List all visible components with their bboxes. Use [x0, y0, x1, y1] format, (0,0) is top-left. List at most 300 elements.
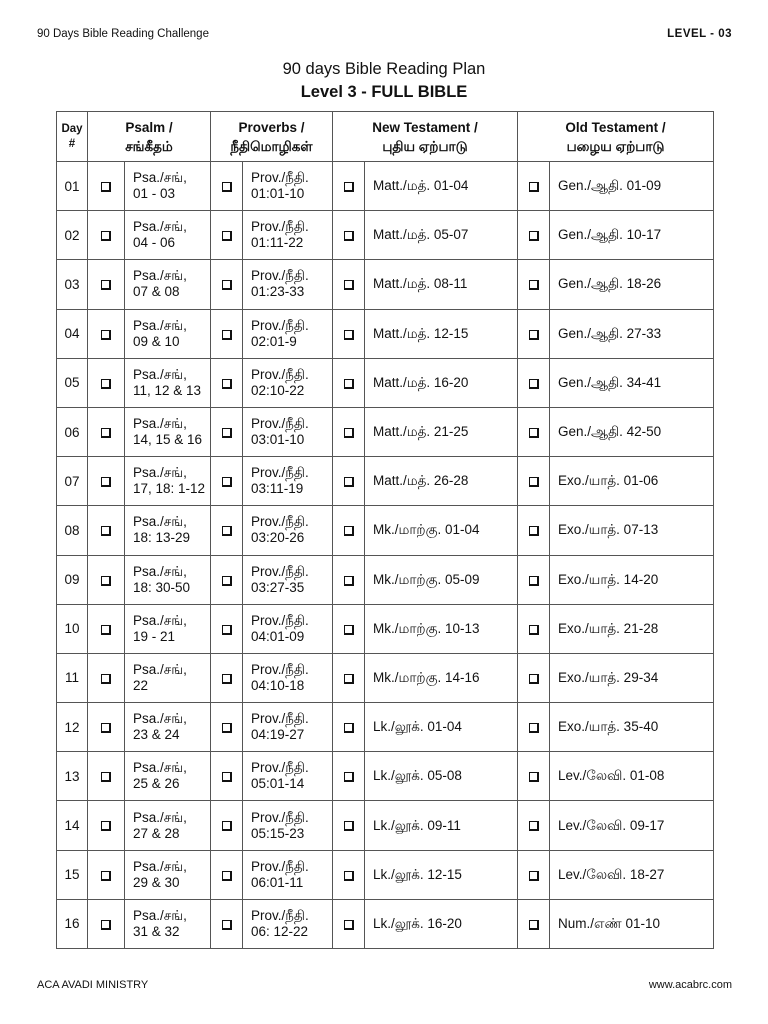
table-row — [57, 801, 714, 850]
proverbs-book-label: Prov./நீதி. — [251, 809, 309, 825]
proverbs-reading-cell — [243, 703, 333, 752]
proverbs-checkbox-cell — [211, 260, 243, 309]
psalm-book-label: Psa./சங், — [133, 317, 187, 333]
old-testament-checkbox-cell — [518, 260, 550, 309]
new-testament-checkbox-cell — [333, 309, 365, 358]
new-testament-reading-cell — [365, 801, 518, 850]
proverbs-reading-cell — [243, 801, 333, 850]
old-testament-reading: Exo./யாத். 07-13 — [558, 522, 659, 538]
proverbs-checkbox[interactable] — [222, 477, 232, 487]
new-testament-reading: Matt./மத். 21-25 — [373, 424, 469, 440]
psalm-reading-cell — [125, 309, 211, 358]
psalm-book-label: Psa./சங், — [133, 760, 187, 776]
day-number-cell — [57, 555, 88, 604]
psalm-checkbox-cell — [88, 358, 125, 407]
new-testament-checkbox-cell — [333, 850, 365, 899]
proverbs-verses: 06: 12-22 — [251, 923, 309, 939]
old-testament-checkbox-cell — [518, 457, 550, 506]
psalm-checkbox[interactable] — [101, 772, 111, 782]
table-row — [57, 457, 714, 506]
psalm-book-label: Psa./சங், — [133, 366, 187, 382]
old-testament-checkbox[interactable] — [529, 723, 539, 733]
proverbs-reading-cell — [243, 309, 333, 358]
new-testament-reading: Lk./லூக். 12-15 — [373, 866, 462, 882]
footer-ministry: ACA AVADI MINISTRY — [37, 979, 149, 991]
psalm-chapters: 17, 18: 1-12 — [133, 481, 206, 497]
psalm-checkbox-cell — [88, 506, 125, 555]
table-row — [57, 555, 714, 604]
psalm-chapters: 18: 13-29 — [133, 530, 191, 546]
table-row — [57, 506, 714, 555]
proverbs-verses: 02:10-22 — [251, 382, 305, 398]
proverbs-checkbox[interactable] — [222, 231, 232, 241]
proverbs-book-label: Prov./நீதி. — [251, 760, 309, 776]
table-row — [57, 850, 714, 899]
psalm-chapters: 22 — [133, 677, 149, 693]
psalm-checkbox-cell — [88, 309, 125, 358]
new-testament-reading: Matt./மத். 01-04 — [373, 178, 469, 194]
proverbs-checkbox-cell — [211, 703, 243, 752]
proverbs-checkbox[interactable] — [222, 182, 232, 192]
new-testament-reading-cell — [365, 211, 518, 260]
psalm-checkbox[interactable] — [101, 280, 111, 290]
new-testament-reading-cell — [365, 457, 518, 506]
new-testament-checkbox[interactable] — [344, 280, 354, 290]
table-row — [57, 604, 714, 653]
new-testament-reading-cell — [365, 653, 518, 702]
psalm-reading-cell — [125, 260, 211, 309]
day-number: 09 — [64, 572, 80, 588]
old-testament-checkbox[interactable] — [529, 477, 539, 487]
old-testament-checkbox-cell — [518, 653, 550, 702]
new-testament-reading: Mk./மாற்கு. 10-13 — [373, 620, 480, 636]
psalm-checkbox-cell — [88, 801, 125, 850]
proverbs-checkbox-cell — [211, 506, 243, 555]
day-number-cell — [57, 309, 88, 358]
psalm-checkbox-cell — [88, 604, 125, 653]
proverbs-checkbox-cell — [211, 653, 243, 702]
day-number-cell — [57, 211, 88, 260]
old-testament-reading: Exo./யாத். 35-40 — [558, 719, 659, 735]
psalm-book-label: Psa./சங், — [133, 809, 187, 825]
day-number-cell — [57, 801, 88, 850]
proverbs-reading-cell — [243, 555, 333, 604]
day-number-cell — [57, 260, 88, 309]
new-testament-reading: Matt./மத். 08-11 — [373, 276, 468, 292]
psalm-checkbox-cell — [88, 703, 125, 752]
proverbs-reading-cell — [243, 850, 333, 899]
psalm-checkbox-cell — [88, 752, 125, 801]
old-testament-checkbox[interactable] — [529, 772, 539, 782]
psalm-book-label: Psa./சங், — [133, 219, 187, 235]
psalm-reading-cell — [125, 358, 211, 407]
proverbs-checkbox-cell — [211, 555, 243, 604]
old-testament-checkbox-cell — [518, 752, 550, 801]
proverbs-verses: 03:11-19 — [251, 481, 304, 497]
proverbs-book-label: Prov./நீதி. — [251, 317, 309, 333]
psalm-reading-cell — [125, 162, 211, 211]
new-testament-checkbox[interactable] — [344, 182, 354, 192]
new-testament-checkbox[interactable] — [344, 674, 354, 684]
proverbs-reading-cell — [243, 506, 333, 555]
psalm-book-label: Psa./சங், — [133, 711, 187, 727]
psalm-checkbox[interactable] — [101, 182, 111, 192]
day-number: 15 — [64, 867, 80, 883]
old-testament-reading: Gen./ஆதி. 42-50 — [558, 424, 662, 440]
psalm-checkbox[interactable] — [101, 723, 111, 733]
psalm-checkbox-cell — [88, 899, 125, 948]
psalm-chapters: 14, 15 & 16 — [133, 432, 203, 448]
new-testament-reading-cell — [365, 703, 518, 752]
proverbs-reading-cell — [243, 260, 333, 309]
proverbs-verses: 03:27-35 — [251, 579, 305, 595]
old-testament-checkbox[interactable] — [529, 576, 539, 586]
page-title: 90 days Bible Reading Plan — [282, 60, 486, 78]
new-testament-checkbox-cell — [333, 358, 365, 407]
old-testament-checkbox[interactable] — [529, 871, 539, 881]
old-testament-reading-cell — [550, 653, 714, 702]
psalm-reading-cell — [125, 506, 211, 555]
psalm-book-label: Psa./சங், — [133, 416, 187, 432]
old-testament-checkbox-cell — [518, 801, 550, 850]
new-testament-reading: Mk./மாற்கு. 14-16 — [373, 669, 480, 685]
day-number-cell — [57, 752, 88, 801]
table-row — [57, 211, 714, 260]
psalm-checkbox[interactable] — [101, 330, 111, 340]
new-testament-reading-cell — [365, 506, 518, 555]
new-testament-checkbox-cell — [333, 555, 365, 604]
new-testament-checkbox[interactable] — [344, 428, 354, 438]
psalm-checkbox[interactable] — [101, 821, 111, 831]
psalm-book-label: Psa./சங், — [133, 661, 187, 677]
new-testament-reading: Matt./மத். 26-28 — [373, 473, 469, 489]
new-testament-reading-cell — [365, 899, 518, 948]
proverbs-checkbox[interactable] — [222, 723, 232, 733]
proverbs-reading-cell — [243, 457, 333, 506]
new-testament-reading-cell — [365, 752, 518, 801]
psalm-chapters: 07 & 08 — [133, 284, 180, 300]
proverbs-reading-cell — [243, 899, 333, 948]
new-testament-checkbox[interactable] — [344, 821, 354, 831]
psalm-chapters: 25 & 26 — [133, 776, 180, 792]
old-testament-checkbox[interactable] — [529, 920, 539, 930]
table-header-row — [57, 112, 714, 162]
proverbs-checkbox[interactable] — [222, 280, 232, 290]
psalm-reading-cell — [125, 752, 211, 801]
proverbs-verses: 02:01-9 — [251, 333, 297, 349]
day-number: 11 — [64, 670, 79, 686]
proverbs-verses: 01:23-33 — [251, 284, 305, 300]
psalm-reading-cell — [125, 850, 211, 899]
proverbs-verses: 06:01-11 — [251, 874, 304, 890]
psalm-book-label: Psa./சங், — [133, 907, 187, 923]
new-testament-checkbox[interactable] — [344, 379, 354, 389]
psalm-checkbox-cell — [88, 653, 125, 702]
proverbs-checkbox[interactable] — [222, 772, 232, 782]
day-number-cell — [57, 358, 88, 407]
proverbs-book-label: Prov./நீதி. — [251, 711, 309, 727]
psalm-checkbox[interactable] — [101, 871, 111, 881]
day-number-cell — [57, 162, 88, 211]
proverbs-reading-cell — [243, 211, 333, 260]
psalm-chapters: 09 & 10 — [133, 333, 180, 349]
proverbs-reading-cell — [243, 752, 333, 801]
page-subtitle: Level 3 - FULL BIBLE — [300, 83, 468, 101]
old-testament-checkbox-cell — [518, 309, 550, 358]
new-testament-checkbox-cell — [333, 899, 365, 948]
proverbs-reading-cell — [243, 653, 333, 702]
old-testament-checkbox[interactable] — [529, 821, 539, 831]
new-testament-checkbox[interactable] — [344, 330, 354, 340]
day-number: 02 — [64, 227, 80, 243]
proverbs-book-label: Prov./நீதி. — [251, 268, 309, 284]
proverbs-checkbox-cell — [211, 801, 243, 850]
proverbs-verses: 03:01-10 — [251, 432, 305, 448]
new-testament-checkbox-cell — [333, 407, 365, 456]
proverbs-checkbox[interactable] — [222, 625, 232, 635]
proverbs-checkbox-cell — [211, 850, 243, 899]
day-number-cell — [57, 899, 88, 948]
proverbs-verses: 01:11-22 — [251, 235, 304, 251]
old-testament-reading-cell — [550, 211, 714, 260]
old-testament-checkbox[interactable] — [529, 231, 539, 241]
psalm-checkbox-cell — [88, 162, 125, 211]
old-testament-reading-cell — [550, 850, 714, 899]
psalm-reading-cell — [125, 703, 211, 752]
new-testament-reading-cell — [365, 260, 518, 309]
new-testament-reading-cell — [365, 358, 518, 407]
psalm-checkbox[interactable] — [101, 625, 111, 635]
old-testament-checkbox[interactable] — [529, 526, 539, 536]
proverbs-checkbox[interactable] — [222, 674, 232, 684]
day-number-cell — [57, 653, 88, 702]
psalm-book-label: Psa./சங், — [133, 268, 187, 284]
psalm-chapters: 04 - 06 — [133, 235, 176, 251]
psalm-checkbox-cell — [88, 407, 125, 456]
new-testament-reading: Matt./மத். 12-15 — [373, 325, 469, 341]
old-testament-reading-cell — [550, 506, 714, 555]
column-header-old-testament: Old Testament / பழைய ஏற்பாடு — [518, 112, 714, 162]
new-testament-reading: Lk./லூக். 01-04 — [373, 719, 462, 735]
new-testament-reading: Matt./மத். 05-07 — [373, 227, 469, 243]
day-number: 14 — [64, 818, 80, 834]
psalm-book-label: Psa./சங், — [133, 465, 187, 481]
day-number: 04 — [64, 326, 80, 342]
day-number-cell — [57, 506, 88, 555]
table-row — [57, 260, 714, 309]
psalm-reading-cell — [125, 801, 211, 850]
proverbs-checkbox-cell — [211, 457, 243, 506]
new-testament-reading-cell — [365, 162, 518, 211]
proverbs-verses: 04:10-18 — [251, 677, 305, 693]
psalm-chapters: 31 & 32 — [133, 923, 180, 939]
table-row — [57, 653, 714, 702]
psalm-reading-cell — [125, 407, 211, 456]
psalm-reading-cell — [125, 211, 211, 260]
psalm-checkbox[interactable] — [101, 379, 111, 389]
old-testament-checkbox-cell — [518, 162, 550, 211]
old-testament-reading-cell — [550, 899, 714, 948]
psalm-reading-cell — [125, 555, 211, 604]
old-testament-checkbox-cell — [518, 899, 550, 948]
proverbs-book-label: Prov./நீதி. — [251, 563, 309, 579]
psalm-chapters: 29 & 30 — [133, 874, 180, 890]
new-testament-reading-cell — [365, 604, 518, 653]
new-testament-reading-cell — [365, 850, 518, 899]
proverbs-reading-cell — [243, 358, 333, 407]
column-header-new-testament: New Testament / புதிய ஏற்பாடு — [333, 112, 518, 162]
new-testament-checkbox-cell — [333, 653, 365, 702]
column-header-proverbs: Proverbs / நீதிமொழிகள் — [211, 112, 333, 162]
proverbs-checkbox-cell — [211, 899, 243, 948]
proverbs-checkbox[interactable] — [222, 920, 232, 930]
proverbs-checkbox[interactable] — [222, 330, 232, 340]
old-testament-checkbox[interactable] — [529, 379, 539, 389]
proverbs-checkbox-cell — [211, 309, 243, 358]
proverbs-checkbox[interactable] — [222, 576, 232, 586]
new-testament-checkbox[interactable] — [344, 576, 354, 586]
day-number: 12 — [64, 719, 80, 735]
day-number-cell — [57, 457, 88, 506]
table-row — [57, 752, 714, 801]
old-testament-checkbox[interactable] — [529, 674, 539, 684]
proverbs-book-label: Prov./நீதி. — [251, 465, 309, 481]
proverbs-verses: 03:20-26 — [251, 530, 305, 546]
old-testament-reading-cell — [550, 358, 714, 407]
day-number-cell — [57, 407, 88, 456]
new-testament-reading: Lk./லூக். 09-11 — [373, 817, 461, 833]
table-row — [57, 358, 714, 407]
new-testament-reading: Mk./மாற்கு. 01-04 — [373, 522, 480, 538]
old-testament-checkbox[interactable] — [529, 182, 539, 192]
proverbs-book-label: Prov./நீதி. — [251, 661, 309, 677]
psalm-checkbox[interactable] — [101, 674, 111, 684]
table-row — [57, 899, 714, 948]
psalm-checkbox[interactable] — [101, 526, 111, 536]
proverbs-checkbox[interactable] — [222, 379, 232, 389]
new-testament-checkbox-cell — [333, 162, 365, 211]
new-testament-reading-cell — [365, 407, 518, 456]
proverbs-checkbox[interactable] — [222, 526, 232, 536]
day-number-cell — [57, 703, 88, 752]
day-number-cell — [57, 850, 88, 899]
footer-website: www.acabrc.com — [648, 979, 732, 991]
old-testament-reading-cell — [550, 309, 714, 358]
old-testament-reading: Exo./யாத். 29-34 — [558, 669, 659, 685]
proverbs-reading-cell — [243, 162, 333, 211]
old-testament-reading: Lev./லேவி. 09-17 — [558, 817, 665, 833]
old-testament-checkbox-cell — [518, 604, 550, 653]
old-testament-reading-cell — [550, 162, 714, 211]
day-number: 01 — [64, 178, 80, 194]
psalm-checkbox-cell — [88, 555, 125, 604]
day-number: 10 — [64, 621, 80, 637]
old-testament-reading-cell — [550, 752, 714, 801]
psalm-checkbox[interactable] — [101, 428, 111, 438]
psalm-chapters: 19 - 21 — [133, 628, 176, 644]
proverbs-checkbox[interactable] — [222, 821, 232, 831]
psalm-reading-cell — [125, 653, 211, 702]
psalm-checkbox[interactable] — [101, 231, 111, 241]
psalm-book-label: Psa./சங், — [133, 612, 187, 628]
psalm-checkbox-cell — [88, 850, 125, 899]
old-testament-reading: Num./எண் 01-10 — [558, 915, 660, 931]
day-number: 16 — [64, 916, 80, 932]
old-testament-reading-cell — [550, 457, 714, 506]
new-testament-checkbox-cell — [333, 703, 365, 752]
new-testament-reading-cell — [365, 555, 518, 604]
old-testament-reading: Exo./யாத். 01-06 — [558, 473, 659, 489]
proverbs-checkbox-cell — [211, 604, 243, 653]
proverbs-verses: 01:01-10 — [251, 186, 305, 202]
column-header-day: Day # — [57, 112, 88, 162]
new-testament-checkbox[interactable] — [344, 625, 354, 635]
new-testament-reading: Lk./லூக். 16-20 — [373, 915, 462, 931]
psalm-chapters: 27 & 28 — [133, 825, 180, 841]
old-testament-checkbox[interactable] — [529, 625, 539, 635]
psalm-checkbox-cell — [88, 457, 125, 506]
old-testament-reading: Exo./யாத். 14-20 — [558, 571, 659, 587]
day-number: 05 — [64, 375, 80, 391]
new-testament-checkbox[interactable] — [344, 920, 354, 930]
psalm-checkbox[interactable] — [101, 920, 111, 930]
old-testament-reading: Lev./லேவி. 18-27 — [558, 866, 665, 882]
proverbs-book-label: Prov./நீதி. — [251, 219, 309, 235]
old-testament-reading-cell — [550, 604, 714, 653]
new-testament-checkbox-cell — [333, 260, 365, 309]
old-testament-checkbox-cell — [518, 850, 550, 899]
new-testament-reading: Mk./மாற்கு. 05-09 — [373, 571, 480, 587]
old-testament-reading: Lev./லேவி. 01-08 — [558, 768, 665, 784]
table-row — [57, 162, 714, 211]
new-testament-checkbox[interactable] — [344, 477, 354, 487]
psalm-checkbox[interactable] — [101, 576, 111, 586]
proverbs-verses: 04:01-09 — [251, 628, 305, 644]
old-testament-reading-cell — [550, 801, 714, 850]
new-testament-checkbox[interactable] — [344, 723, 354, 733]
proverbs-checkbox[interactable] — [222, 871, 232, 881]
psalm-book-label: Psa./சங், — [133, 170, 187, 186]
old-testament-reading-cell — [550, 703, 714, 752]
header-level: LEVEL - 03 — [667, 28, 732, 40]
column-header-psalm: Psalm / சங்கீதம் — [88, 112, 211, 162]
old-testament-reading: Gen./ஆதி. 34-41 — [558, 374, 662, 390]
new-testament-checkbox[interactable] — [344, 526, 354, 536]
day-number: 13 — [64, 768, 80, 784]
new-testament-checkbox[interactable] — [344, 772, 354, 782]
old-testament-reading: Gen./ஆதி. 10-17 — [558, 227, 662, 243]
psalm-checkbox[interactable] — [101, 477, 111, 487]
old-testament-checkbox[interactable] — [529, 428, 539, 438]
old-testament-checkbox[interactable] — [529, 280, 539, 290]
proverbs-book-label: Prov./நீதி. — [251, 612, 309, 628]
table-row — [57, 407, 714, 456]
proverbs-book-label: Prov./நீதி. — [251, 858, 309, 874]
new-testament-checkbox-cell — [333, 457, 365, 506]
new-testament-checkbox[interactable] — [344, 871, 354, 881]
old-testament-reading: Exo./யாத். 21-28 — [558, 620, 659, 636]
proverbs-checkbox-cell — [211, 358, 243, 407]
new-testament-checkbox[interactable] — [344, 231, 354, 241]
psalm-reading-cell — [125, 899, 211, 948]
proverbs-checkbox[interactable] — [222, 428, 232, 438]
day-number: 03 — [64, 276, 80, 292]
old-testament-checkbox[interactable] — [529, 330, 539, 340]
old-testament-reading-cell — [550, 260, 714, 309]
psalm-chapters: 11, 12 & 13 — [133, 382, 202, 398]
psalm-book-label: Psa./சங், — [133, 563, 187, 579]
psalm-chapters: 18: 30-50 — [133, 579, 191, 595]
